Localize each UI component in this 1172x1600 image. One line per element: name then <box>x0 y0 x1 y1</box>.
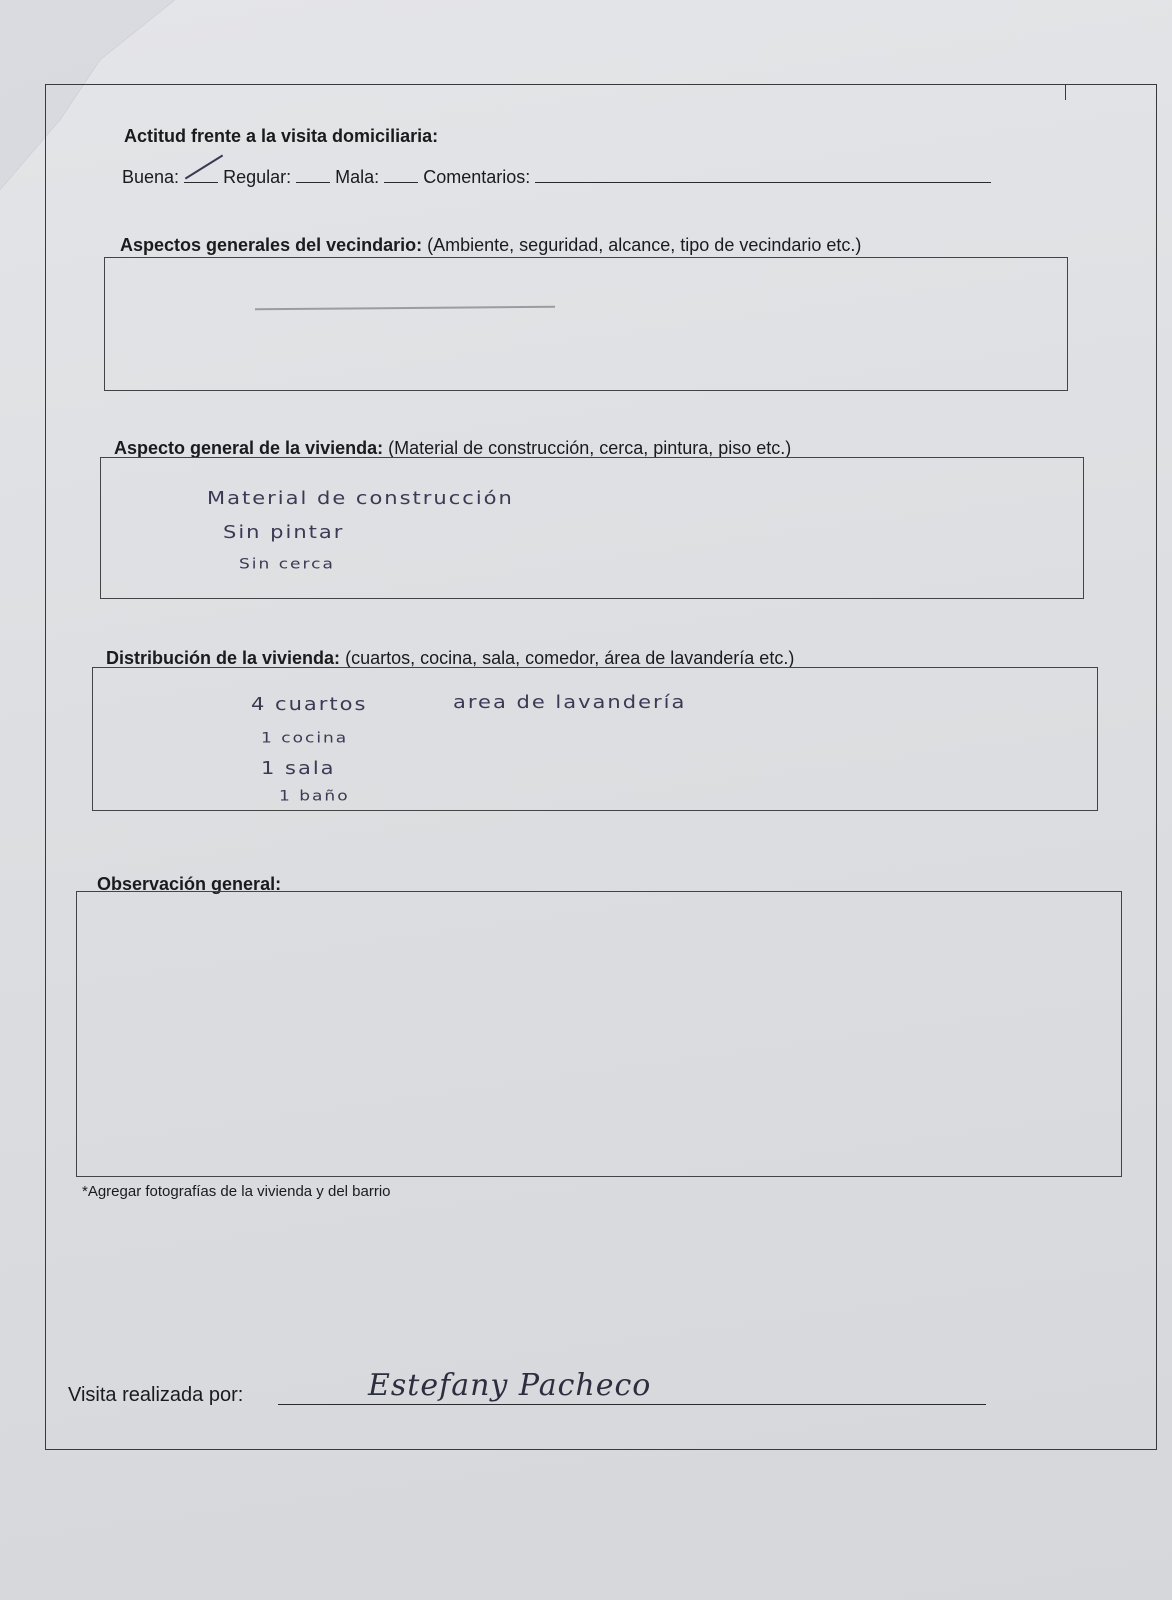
comentarios-field[interactable] <box>535 166 991 183</box>
distribucion-note-3: 1 sala <box>261 757 336 779</box>
vivienda-title: Aspecto general de la vivienda: <box>114 438 384 458</box>
vivienda-note-2: Sin pintar <box>223 521 345 543</box>
signature: Estefany Pacheco <box>368 1368 652 1403</box>
distribucion-hint: (cuartos, cocina, sala, comedor, área de lavandería etc.) <box>345 648 795 668</box>
distribucion-title: Distribución de la vivienda: <box>106 648 341 668</box>
vecindario-heading <box>120 235 861 256</box>
distribucion-box[interactable] <box>92 667 1098 811</box>
vecindario-box[interactable] <box>104 257 1068 391</box>
regular-field[interactable] <box>296 166 330 183</box>
distribucion-note-area: area de lavandería <box>453 691 687 713</box>
observacion-title: Observación general: <box>97 874 282 894</box>
vivienda-hint: (Material de construcción, cerca, pintura, piso etc.) <box>388 438 792 458</box>
vivienda-note-1: Material de construcción <box>207 487 514 509</box>
buena-label: Buena: <box>122 167 180 187</box>
distribucion-note-2: 1 cocina <box>261 729 349 747</box>
vecindario-hint: (Ambiente, seguridad, alcance, tipo de vecindario etc.) <box>427 235 862 255</box>
distribucion-note-4: 1 baño <box>279 787 350 805</box>
visita-realizada-label: Visita realizada por: <box>68 1384 244 1406</box>
vecindario-title: Aspectos generales del vecindario: <box>120 235 423 255</box>
pencil-stroke <box>255 306 555 310</box>
vivienda-heading <box>114 438 791 459</box>
mala-label: Mala: <box>335 167 380 187</box>
actitud-title: Actitud frente a la visita domiciliaria: <box>124 126 439 146</box>
regular-label: Regular: <box>223 167 292 187</box>
buena-field[interactable] <box>184 166 218 183</box>
signature-line[interactable] <box>278 1404 986 1405</box>
distribucion-note-1: 4 cuartos <box>251 693 368 715</box>
distribucion-heading <box>106 648 794 669</box>
photos-note: *Agregar fotografías de la vivienda y del barrio <box>82 1183 391 1200</box>
vivienda-box[interactable] <box>100 457 1084 599</box>
comentarios-label: Comentarios: <box>423 167 531 187</box>
observacion-box[interactable] <box>76 891 1122 1177</box>
mala-field[interactable] <box>384 166 418 183</box>
actitud-options <box>122 166 991 188</box>
vivienda-note-3: Sin cerca <box>239 555 335 573</box>
